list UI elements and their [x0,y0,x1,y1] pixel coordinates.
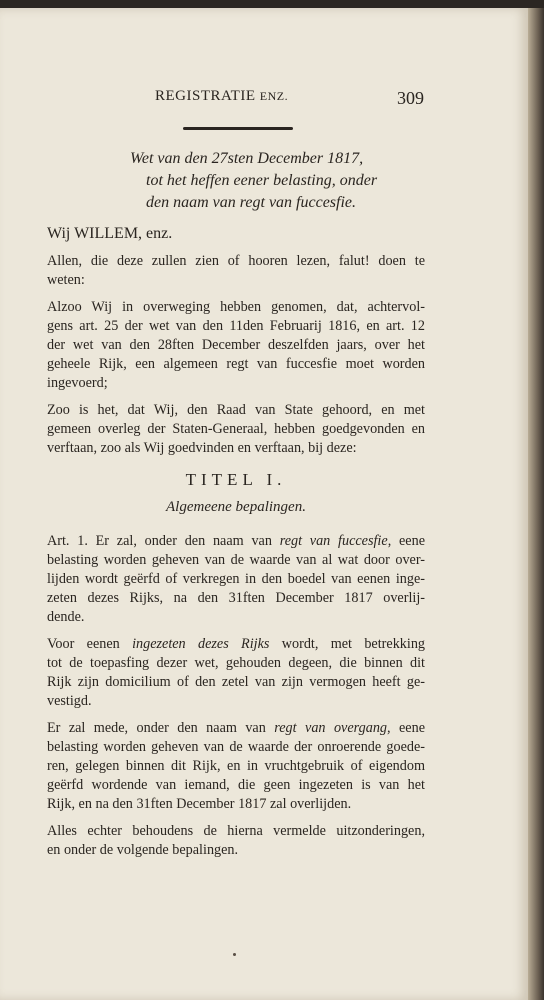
text-line: vestigd. [47,693,92,709]
title-line-1: Wet van den 27sten December 1817, [130,150,364,167]
text-line: geërfd wordende van iemand, die geen ingezeten is van het [47,777,425,793]
ornamental-rule [183,127,293,130]
text-line: Alzoo Wij in overweging hebben genomen, dat, achtervol- [47,299,425,315]
text-line: der wet van den 28ften December deszelfden jaars, over het [47,337,425,353]
text-line: Allen, die deze zullen zien of hooren lezen, falut! doen te [47,253,425,269]
running-head-enz: ENZ. [259,89,289,103]
text-line: gemeen overleg der Staten-Generaal, hebben goedgevonden en [47,421,425,437]
text-run: , eene [387,720,425,736]
text-line: dende. [47,609,85,625]
text-line: en onder de volgende bepalingen. [47,842,239,858]
paragraph-gap [47,290,425,298]
text-line: Alles echter behoudens de hierna vermelde uitzonderingen, [47,823,425,839]
paragraph-gap [47,814,425,822]
page-number: 309 [397,88,424,108]
text-line: weten: [47,272,85,288]
scan-background-top [0,0,544,8]
text-run: , eene [387,533,425,549]
page-header [0,88,528,112]
page-edge [528,8,544,1000]
text-line: verftaan, zoo als Wij goedvinden en verftaan, bij deze: [47,440,357,456]
text-line: gens art. 25 der wet van den 11den Februarij 1816, en art. 12 [47,318,425,334]
paragraph-gap [47,627,425,635]
text-line [47,532,425,551]
italic-term: regt van fuccesfie [279,533,388,549]
title-line-2: tot het heffen eener belasting, onder [146,172,378,189]
text-line: belasting worden geheven van de waarde van al wat door over- [47,552,425,568]
proclamation-heading: Wij WILLEM, enz. [47,225,173,242]
text-line: Rijk zijn domicilium of den zetel van zijn vermogen heeft ge- [47,674,425,690]
text-line: ren, gelegen binnen dit Rijk, en in vruchtgebruik of eigendom [47,758,425,774]
text-line: Rijk, en na den 31ften December 1817 zal overlijden. [47,796,352,812]
text-run: Art. 1. Er zal, onder den naam van [47,533,280,549]
law-title [130,148,430,214]
text-line: tot de toepasfing dezer wet, gehouden degeen, die binnen dit [47,655,425,671]
italic-term: regt van overgang [274,720,388,736]
paper-speck [233,953,236,956]
text-run: wordt, met betrekking [269,636,426,652]
section-subheading: Algemeene bepalingen. [166,499,306,515]
text-line: Zoo is het, dat Wij, den Raad van State gehoord, en met [47,402,425,418]
page-body [47,222,425,860]
running-head-main: REGISTRATIE [155,88,260,104]
text-line: belasting worden geheven van de waarde der onroerende goede- [47,739,425,755]
text-line [47,719,425,738]
text-run: Voor eenen [47,636,133,652]
text-line: geheele Rijk, een algemeen regt van fuccesfie moet worden [47,356,425,372]
italic-term: ingezeten dezes Rijks [132,636,270,652]
text-line: ingevoerd; [47,375,108,391]
paragraph-gap [47,711,425,719]
section-heading: TITEL I. [185,470,287,489]
running-head [155,88,288,105]
text-run: Er zal mede, onder den naam van [47,720,275,736]
text-line: lijden wordt geërfd of verkregen in den boedel van eenen inge- [47,571,425,587]
text-line [47,635,425,654]
text-line: zeten dezes Rijks, na den 31ften December 1817 overlij- [47,590,425,606]
paragraph-gap [47,393,425,401]
title-line-3: den naam van regt van fuccesfie. [146,194,357,211]
